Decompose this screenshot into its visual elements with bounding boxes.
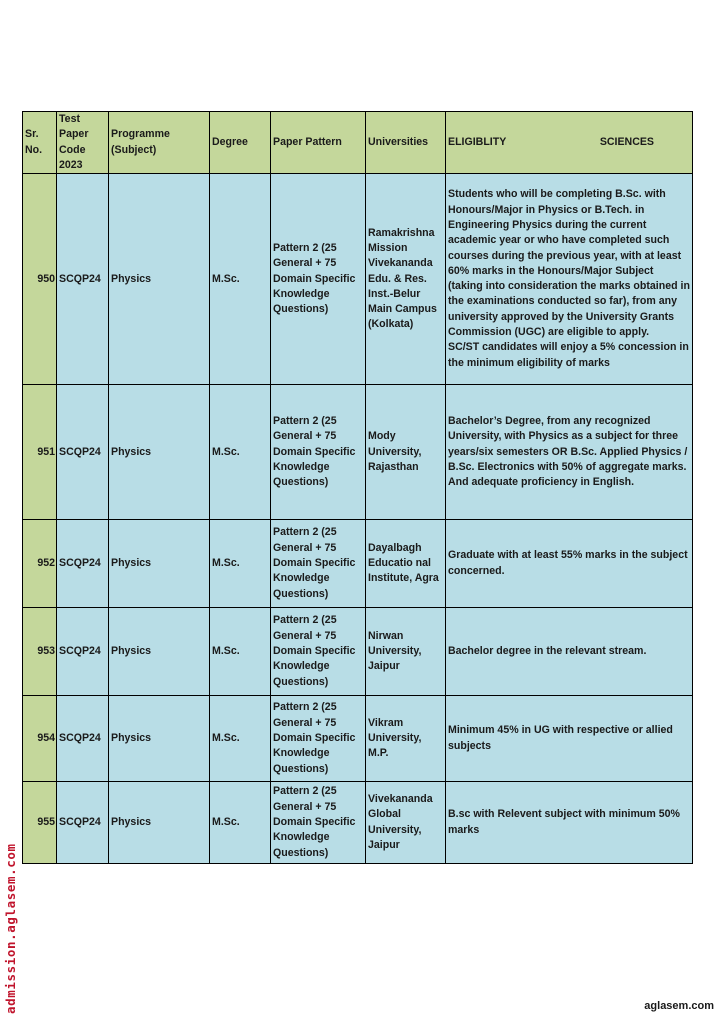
university-cell: Nirwan University, Jaipur bbox=[366, 608, 446, 696]
university-cell: Ramakrishna Mission Vivekananda Edu. & Res. Inst.-Belur Main Campus (Kolkata) bbox=[366, 174, 446, 385]
table-row bbox=[23, 520, 693, 608]
table-row bbox=[23, 174, 693, 385]
header-paper-pattern: Paper Pattern bbox=[271, 112, 366, 174]
sr-no-cell: 953 bbox=[23, 608, 57, 696]
table-row bbox=[23, 782, 693, 864]
test-paper-code-cell: SCQP24 bbox=[57, 696, 109, 782]
sr-no-cell: 955 bbox=[23, 782, 57, 864]
programme-cell: Physics bbox=[109, 782, 210, 864]
test-paper-code-cell: SCQP24 bbox=[57, 608, 109, 696]
sr-no-cell: 952 bbox=[23, 520, 57, 608]
header-eligibility bbox=[446, 112, 693, 174]
paper-pattern-cell: Pattern 2 (25 General + 75 Domain Specific Knowledge Questions) bbox=[271, 174, 366, 385]
site-watermark: admission.aglasem.com bbox=[3, 843, 18, 1014]
sr-no-cell: 950 bbox=[23, 174, 57, 385]
programme-cell: Physics bbox=[109, 520, 210, 608]
test-paper-code-cell: SCQP24 bbox=[57, 520, 109, 608]
sr-no-cell: 954 bbox=[23, 696, 57, 782]
header-row bbox=[23, 112, 693, 174]
paper-pattern-cell: Pattern 2 (25 General + 75 Domain Specific Knowledge Questions) bbox=[271, 696, 366, 782]
degree-cell: M.Sc. bbox=[210, 174, 271, 385]
paper-pattern-cell: Pattern 2 (25 General + 75 Domain Specific Knowledge Questions) bbox=[271, 385, 366, 520]
paper-pattern-cell: Pattern 2 (25 General + 75 Domain Specific Knowledge Questions) bbox=[271, 520, 366, 608]
table-row bbox=[23, 608, 693, 696]
eligibility-cell: Bachelor degree in the relevant stream. bbox=[446, 608, 693, 696]
programme-cell: Physics bbox=[109, 608, 210, 696]
degree-cell: M.Sc. bbox=[210, 608, 271, 696]
sr-no-cell: 951 bbox=[23, 385, 57, 520]
eligibility-cell: Bachelor’s Degree, from any recognized University, with Physics as a subject for three years/six semesters OR B.Sc. Applied Physics / B.Sc. Electronics with 50% of aggregate marks. And adequate proficiency in English. bbox=[446, 385, 693, 520]
university-cell: Mody University, Rajasthan bbox=[366, 385, 446, 520]
university-cell: Vivekananda Global University, Jaipur bbox=[366, 782, 446, 864]
header-stream-label: SCIENCES bbox=[599, 135, 654, 148]
degree-cell: M.Sc. bbox=[210, 520, 271, 608]
test-paper-code-cell: SCQP24 bbox=[57, 782, 109, 864]
degree-cell: M.Sc. bbox=[210, 782, 271, 864]
eligibility-table bbox=[22, 111, 693, 864]
header-universities: Universities bbox=[366, 112, 446, 174]
header-degree: Degree bbox=[210, 112, 271, 174]
paper-pattern-cell: Pattern 2 (25 General + 75 Domain Specific Knowledge Questions) bbox=[271, 782, 366, 864]
degree-cell: M.Sc. bbox=[210, 696, 271, 782]
header-test-paper-code: Test Paper Code 2023 bbox=[57, 112, 109, 174]
footer-site-name: aglasem.com bbox=[644, 1000, 714, 1012]
eligibility-cell: Graduate with at least 55% marks in the subject concerned. bbox=[446, 520, 693, 608]
header-sr-no: Sr. No. bbox=[23, 112, 57, 174]
header-eligibility-label: ELIGIBLITY bbox=[448, 135, 507, 148]
programme-cell: Physics bbox=[109, 174, 210, 385]
table-row bbox=[23, 696, 693, 782]
eligibility-cell: B.sc with Relevent subject with minimum 50% marks bbox=[446, 782, 693, 864]
eligibility-cell: Minimum 45% in UG with respective or allied subjects bbox=[446, 696, 693, 782]
degree-cell: M.Sc. bbox=[210, 385, 271, 520]
university-cell: Vikram University, M.P. bbox=[366, 696, 446, 782]
header-programme: Programme (Subject) bbox=[109, 112, 210, 174]
test-paper-code-cell: SCQP24 bbox=[57, 385, 109, 520]
programme-cell: Physics bbox=[109, 385, 210, 520]
programme-cell: Physics bbox=[109, 696, 210, 782]
paper-pattern-cell: Pattern 2 (25 General + 75 Domain Specific Knowledge Questions) bbox=[271, 608, 366, 696]
test-paper-code-cell: SCQP24 bbox=[57, 174, 109, 385]
table-row bbox=[23, 385, 693, 520]
eligibility-cell: Students who will be completing B.Sc. with Honours/Major in Physics or B.Tech. in Engineering Physics during the current academic year or who have completed such courses during the previous year, with at least 60% marks in the Honours/Major Subject (taking into consideration the marks obtained in the examinations conducted so far), from any university approved by the University Grants Commission (UGC) are eligible to apply. SC/ST candidates will enjoy a 5% concession in the minimum eligibility of marks bbox=[446, 174, 693, 385]
university-cell: Dayalbagh Educatio nal Institute, Agra bbox=[366, 520, 446, 608]
